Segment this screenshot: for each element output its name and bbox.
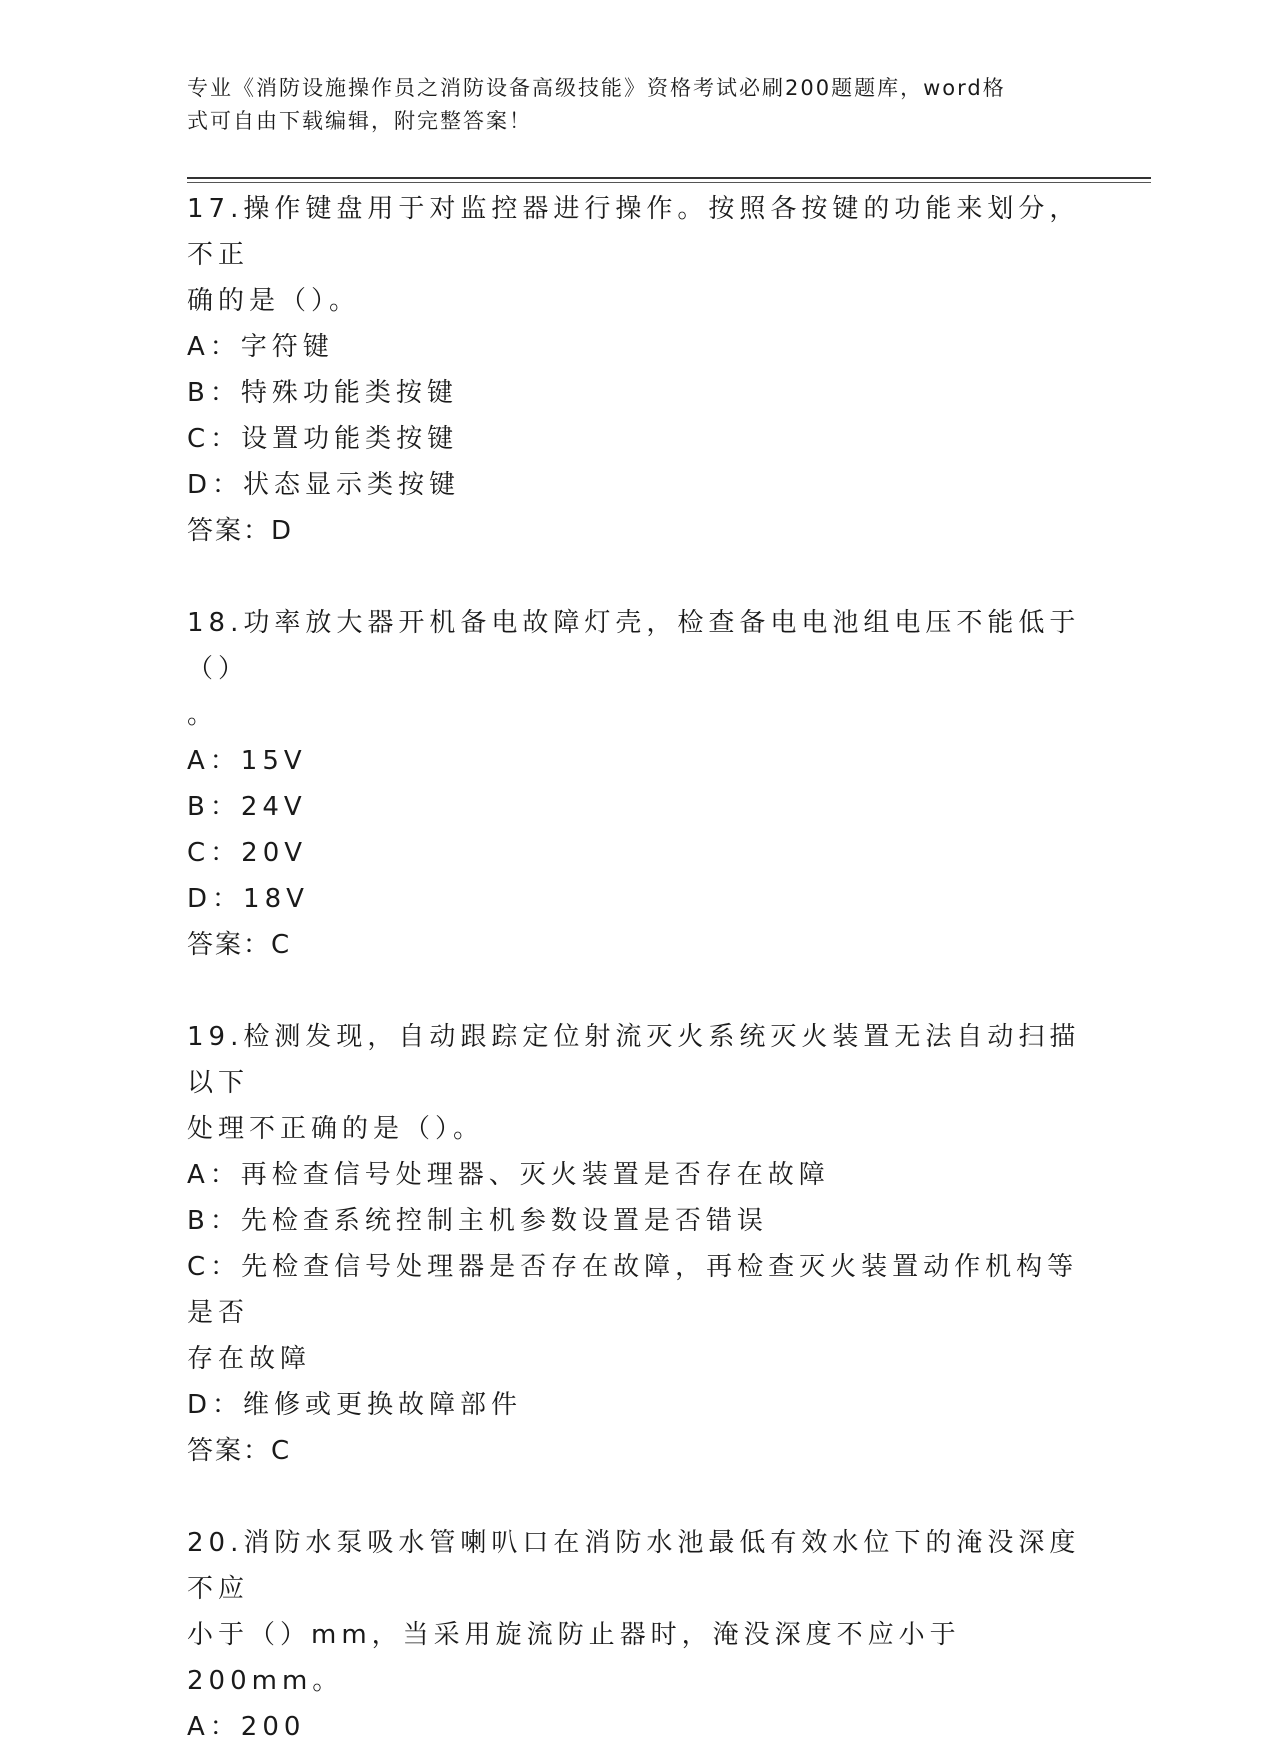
header-line-2: 式可自由下载编辑，附完整答案！ <box>187 109 532 133</box>
question-18 <box>187 600 1087 968</box>
header-divider-thin <box>187 182 1151 183</box>
option-a: A：200 <box>187 1712 306 1742</box>
option-a: A：15V <box>187 746 307 776</box>
option-c: C：设置功能类按键 <box>187 424 459 454</box>
option-c: C：20V <box>187 838 308 868</box>
option-a: A：再检查信号处理器、灭火装置是否存在故障 <box>187 1160 830 1190</box>
question-19 <box>187 1014 1087 1474</box>
option-d: D：18V <box>187 884 309 914</box>
option-b: B：特殊功能类按键 <box>187 378 458 408</box>
option-c: C：先检查信号处理器是否存在故障，再检查灭火装置动作机构等是否 <box>187 1252 1079 1328</box>
spacer <box>187 554 1087 600</box>
question-stem: 18.功率放大器开机备电故障灯壳，检查备电电池组电压不能低于（） <box>187 608 1081 684</box>
question-list <box>187 186 1087 1750</box>
option-c-continued: 存在故障 <box>187 1344 312 1374</box>
question-stem: 处理不正确的是（）。 <box>187 1114 485 1144</box>
question-stem: 小于（）mm，当采用旋流防止器时，淹没深度不应小于200mm。 <box>187 1620 961 1696</box>
answer: 答案：C <box>187 1436 292 1466</box>
option-d: D：状态显示类按键 <box>187 470 461 500</box>
option-a: A：字符键 <box>187 332 334 362</box>
question-20 <box>187 1520 1087 1750</box>
question-stem: 确的是（）。 <box>187 286 361 316</box>
question-stem: 20.消防水泵吸水管喇叭口在消防水池最低有效水位下的淹没深度不应 <box>187 1528 1081 1604</box>
question-stem: 19.检测发现，自动跟踪定位射流灭火系统灭火装置无法自动扫描以下 <box>187 1022 1081 1098</box>
header-divider-thick <box>187 177 1151 179</box>
answer: 答案：C <box>187 930 292 960</box>
option-b: B：先检查系统控制主机参数设置是否错误 <box>187 1206 768 1236</box>
header-line-1: 专业《消防设施操作员之消防设备高级技能》资格考试必刷200题题库，word格 <box>187 76 1006 100</box>
spacer <box>187 968 1087 1014</box>
question-17 <box>187 186 1087 554</box>
answer: 答案：D <box>187 516 294 546</box>
option-b: B：24V <box>187 792 307 822</box>
question-stem: 17.操作键盘用于对监控器进行操作。按照各按键的功能来划分，不正 <box>187 194 1081 270</box>
document-header <box>187 72 1067 138</box>
spacer <box>187 1474 1087 1520</box>
option-d: D：维修或更换故障部件 <box>187 1390 523 1420</box>
question-stem: 。 <box>187 700 219 730</box>
